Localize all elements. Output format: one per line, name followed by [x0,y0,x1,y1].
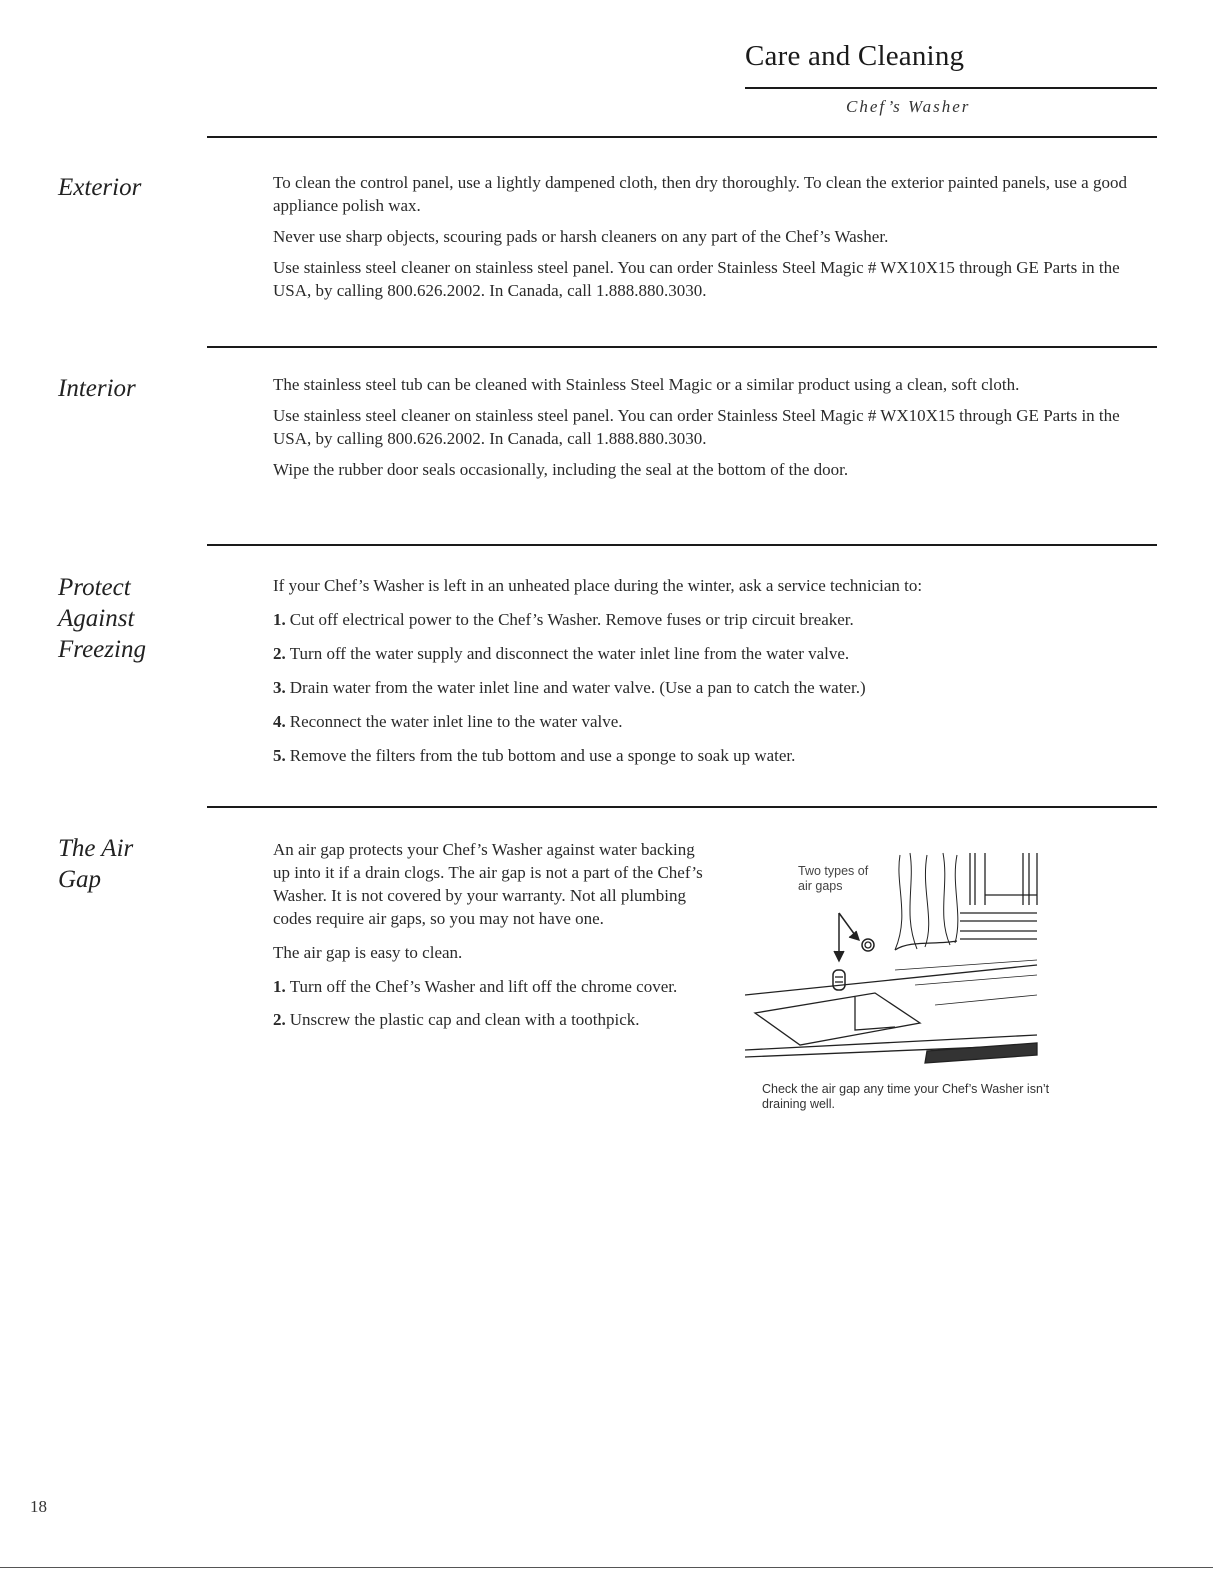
freezing-step [273,710,1153,733]
arrow-head [834,951,844,961]
step-text: Cut off electrical power to the Chef’s Washer. Remove fuses or trip circuit breaker. [289,610,854,629]
airgap-step [273,1008,703,1031]
section-divider [207,806,1157,808]
counter-line [935,995,1037,1005]
exterior-heading: Exterior [58,174,142,201]
freezing-body [273,574,1153,778]
page-number: 18 [30,1497,47,1516]
arrow-shaft [839,913,855,935]
figure-label: Two types of air gaps [798,864,869,893]
freezing-step [273,744,1153,767]
step-text: Turn off the water supply and disconnect the water inlet line from the water valve. [289,644,850,663]
step-text: Remove the filters from the tub bottom and use a sponge to soak up water. [289,746,796,765]
interior-body [273,373,1153,489]
freezing-step [273,608,1153,631]
airgap-paragraph: An air gap protects your Chef’s Washer against water backing up into it if a drain clogs. The air gap is not a part of the Chef’s Washer. It is not covered by your warranty. Not all plumbing codes require air gaps, so you may not have one. [273,840,703,928]
freezing-intro: If your Chef’s Washer is left in an unheated place during the winter, ask a service technician to: [273,576,923,595]
airgap-heading-line: Gap [58,866,102,893]
interior-paragraph: Wipe the rubber door seals occasionally, including the seal at the bottom of the door. [273,460,849,479]
air-gap-illustration [745,845,1045,1080]
step-number: 2. [273,1010,286,1029]
airgap-body [273,838,703,1041]
dishwasher-vent [925,1043,1037,1063]
exterior-paragraph: Use stainless steel cleaner on stainless steel panel. You can order Stainless Steel Magic # WX10X15 through GE Parts in the USA, by calling 800.626.2002. In Canada, call 1.888.880.3030. [273,258,1120,300]
air-gap-round-inner [865,942,871,948]
exterior-paragraph: Never use sharp objects, scouring pads or harsh cleaners on any part of the Chef’s Washer. [273,227,889,246]
exterior-body [273,171,1153,310]
step-number: 1. [273,977,286,996]
freezing-step [273,642,1153,665]
step-text: Reconnect the water inlet line to the water valve. [289,712,623,731]
interior-heading: Interior [58,375,136,402]
section-divider [207,136,1157,138]
counter-line [915,975,1037,985]
bottom-rule [0,1567,1213,1568]
exterior-paragraph: To clean the control panel, use a lightly dampened cloth, then dry thoroughly. To clean the exterior painted panels, use a good appliance polish wax. [273,173,1127,215]
freezing-heading-line: Freezing [58,636,146,663]
step-number: 1. [273,610,286,629]
freezing-heading-line: Against [58,605,135,632]
figure-caption: Check the air gap any time your Chef’s Washer isn’t draining well. [762,1082,1050,1111]
page-title: Care and Cleaning [745,40,965,72]
step-text: Turn off the Chef’s Washer and lift off the chrome cover. [289,977,678,996]
step-number: 2. [273,644,286,663]
section-divider [207,544,1157,546]
countertop-edge [745,965,1037,995]
step-text: Drain water from the water inlet line and water valve. (Use a pan to catch the water.) [289,678,866,697]
air-gap-countertop [833,970,845,990]
backsplash-line [895,960,1037,970]
air-gap-round [862,939,874,951]
airgap-paragraph: The air gap is easy to clean. [273,943,463,962]
step-text: Unscrew the plastic cap and clean with a toothpick. [289,1010,640,1029]
title-rule [745,87,1157,89]
freezing-step [273,676,1153,699]
sink-outline [755,993,920,1045]
step-number: 3. [273,678,286,697]
interior-paragraph: The stainless steel tub can be cleaned with Stainless Steel Magic or a similar product using a clean, soft cloth. [273,375,1020,394]
freezing-heading-line: Protect [58,574,131,601]
airgap-heading-line: The Air [58,835,134,862]
curtain-folds [895,853,958,950]
section-divider [207,346,1157,348]
airgap-heading [58,833,133,895]
freezing-heading [58,572,146,665]
step-number: 4. [273,712,286,731]
page-subtitle: Chef’s Washer [846,97,971,116]
airgap-step [273,975,703,998]
interior-paragraph: Use stainless steel cleaner on stainless steel panel. You can order Stainless Steel Magic # WX10X15 through GE Parts in the USA, by calling 800.626.2002. In Canada, call 1.888.880.3030. [273,406,1120,448]
step-number: 5. [273,746,286,765]
